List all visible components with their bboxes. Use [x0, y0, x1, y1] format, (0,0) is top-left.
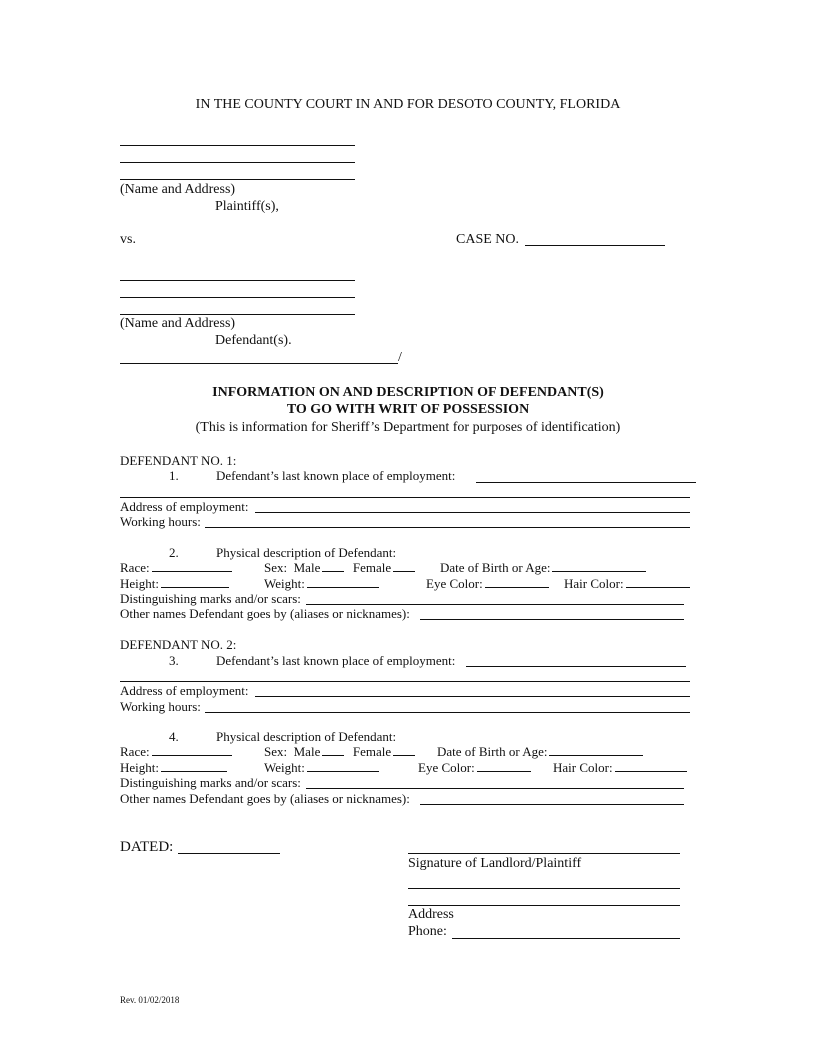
defendant1-employment-field[interactable]: [476, 482, 696, 483]
defendant2-physical-label: Physical description of Defendant:: [216, 729, 397, 744]
title-line-1: INFORMATION ON AND DESCRIPTION OF DEFENDANT(S): [212, 385, 604, 400]
defendant2-dob-label: Date of Birth or Age:: [437, 744, 548, 759]
defendant2-hours-field[interactable]: [205, 712, 690, 713]
defendant1-marks-field[interactable]: [306, 604, 684, 605]
plaintiff-name-address-label: (Name and Address): [120, 182, 236, 197]
address-line-1[interactable]: [408, 888, 680, 889]
defendant1-female-label: Female: [352, 560, 392, 575]
defendant1-male-label: Male: [293, 560, 321, 575]
defendant2-sex-label: Sex:: [264, 744, 288, 759]
defendant2-male-label: Male: [293, 744, 321, 759]
defendant1-hours-field[interactable]: [205, 527, 690, 528]
plaintiff-name-line-1[interactable]: [120, 145, 355, 146]
defendant1-sex-label: Sex:: [264, 560, 288, 575]
defendant2-race-field[interactable]: [152, 754, 232, 756]
defendant2-height-field[interactable]: [161, 770, 227, 772]
title-line-2: TO GO WITH WRIT OF POSSESSION: [286, 402, 530, 417]
defendant2-marks-field[interactable]: [306, 788, 684, 789]
defendant1-height-label: Height:: [120, 576, 159, 591]
case-no-field[interactable]: [525, 245, 665, 246]
defendant2-aliases-field[interactable]: [420, 804, 684, 805]
defendant1-sex-row: [264, 561, 417, 574]
defendant1-race-field[interactable]: [152, 570, 232, 572]
defendant2-address-label: Address of employment:: [120, 683, 249, 698]
defendant1-employment-num: 1.: [169, 468, 179, 483]
defendant2-employment-field-2[interactable]: [120, 681, 690, 682]
caption-closing-line: [120, 363, 398, 364]
dated-label: DATED:: [120, 839, 174, 855]
address-line-2[interactable]: [408, 905, 680, 906]
defendant2-physical-num: 4.: [169, 729, 179, 744]
defendant1-aliases-field[interactable]: [420, 619, 684, 620]
defendant1-physical-label: Physical description of Defendant:: [216, 545, 397, 560]
defendant2-heading: DEFENDANT NO. 2:: [120, 637, 237, 652]
defendant2-aliases-label: Other names Defendant goes by (aliases or nicknames):: [120, 791, 410, 806]
defendant1-physical-num: 2.: [169, 545, 179, 560]
phone-field[interactable]: [452, 938, 680, 939]
defendant1-weight-label: Weight:: [264, 576, 305, 591]
defendant2-employment-num: 3.: [169, 653, 179, 668]
plaintiff-name-line-2[interactable]: [120, 162, 355, 163]
defendant1-heading: DEFENDANT NO. 1:: [120, 453, 237, 468]
defendant1-dob-row: [440, 561, 648, 574]
defendant1-marks-label: Distinguishing marks and/or scars:: [120, 591, 301, 606]
plaintiff-name-line-3[interactable]: [120, 179, 355, 180]
defendant1-aliases-label: Other names Defendant goes by (aliases or nicknames):: [120, 606, 410, 621]
signature-label: Signature of Landlord/Plaintiff: [408, 856, 582, 871]
defendant-name-line-3[interactable]: [120, 314, 355, 315]
defendant1-eye-row: [426, 577, 551, 590]
signature-field[interactable]: [408, 853, 680, 854]
defendant1-eye-label: Eye Color:: [426, 576, 483, 591]
defendant1-male-field[interactable]: [322, 570, 344, 572]
defendant2-hair-field[interactable]: [615, 770, 687, 772]
defendant2-weight-field[interactable]: [307, 770, 379, 772]
defendant2-employment-field[interactable]: [466, 666, 686, 667]
defendant1-height-row: [120, 577, 231, 590]
defendant2-weight-label: Weight:: [264, 760, 305, 775]
revision-date: Rev. 01/02/2018: [120, 995, 180, 1005]
defendant1-hair-field[interactable]: [626, 586, 690, 588]
defendant-name-line-1[interactable]: [120, 280, 355, 281]
defendant2-hours-label: Working hours:: [120, 699, 201, 714]
defendant2-sex-row: [264, 745, 417, 758]
defendant-name-address-label: (Name and Address): [120, 316, 236, 331]
defendant2-female-label: Female: [352, 744, 392, 759]
defendant2-eye-row: [418, 761, 533, 774]
dated-field[interactable]: [178, 853, 280, 854]
defendant1-race-label: Race:: [120, 560, 150, 575]
vs-label: vs.: [120, 232, 136, 247]
caption-slash: /: [398, 350, 402, 365]
defendant2-eye-field[interactable]: [477, 770, 531, 772]
defendant2-female-field[interactable]: [393, 754, 415, 756]
defendant2-male-field[interactable]: [322, 754, 344, 756]
court-header: IN THE COUNTY COURT IN AND FOR DESOTO COUNTY, FLORIDA: [195, 97, 621, 112]
defendant2-dob-row: [437, 745, 645, 758]
defendant2-hair-label: Hair Color:: [553, 760, 613, 775]
defendant1-race-row: [120, 561, 234, 574]
defendant1-weight-field[interactable]: [307, 586, 379, 588]
plaintiff-role-label: Plaintiff(s),: [215, 199, 279, 214]
defendant1-address-label: Address of employment:: [120, 499, 249, 514]
defendant2-dob-field[interactable]: [549, 754, 643, 756]
title-line-3: (This is information for Sheriff’s Department for purposes of identification): [195, 420, 621, 435]
defendant1-hair-label: Hair Color:: [564, 576, 624, 591]
defendant1-weight-row: [264, 577, 381, 590]
defendant1-hours-label: Working hours:: [120, 514, 201, 529]
defendant1-employment-field-2[interactable]: [120, 497, 690, 498]
defendant1-hair-row: [564, 577, 692, 590]
defendant2-eye-label: Eye Color:: [418, 760, 475, 775]
defendant1-female-field[interactable]: [393, 570, 415, 572]
defendant-name-line-2[interactable]: [120, 297, 355, 298]
defendant2-hair-row: [553, 761, 689, 774]
defendant2-height-label: Height:: [120, 760, 159, 775]
case-no-label: CASE NO.: [456, 232, 520, 247]
defendant2-address-field[interactable]: [255, 696, 690, 697]
defendant1-eye-field[interactable]: [485, 586, 549, 588]
defendant2-height-row: [120, 761, 229, 774]
defendant2-race-label: Race:: [120, 744, 150, 759]
defendant1-height-field[interactable]: [161, 586, 229, 588]
phone-label: Phone:: [408, 924, 447, 939]
defendant1-dob-label: Date of Birth or Age:: [440, 560, 551, 575]
defendant2-marks-label: Distinguishing marks and/or scars:: [120, 775, 301, 790]
defendant1-employment-label: Defendant’s last known place of employment:: [216, 468, 456, 483]
defendant-role-label: Defendant(s).: [215, 333, 292, 348]
defendant2-race-row: [120, 745, 234, 758]
defendant2-employment-label: Defendant’s last known place of employment:: [216, 653, 456, 668]
defendant2-weight-row: [264, 761, 381, 774]
address-label: Address: [408, 907, 454, 922]
defendant1-dob-field[interactable]: [552, 570, 646, 572]
defendant1-address-field[interactable]: [255, 512, 690, 513]
